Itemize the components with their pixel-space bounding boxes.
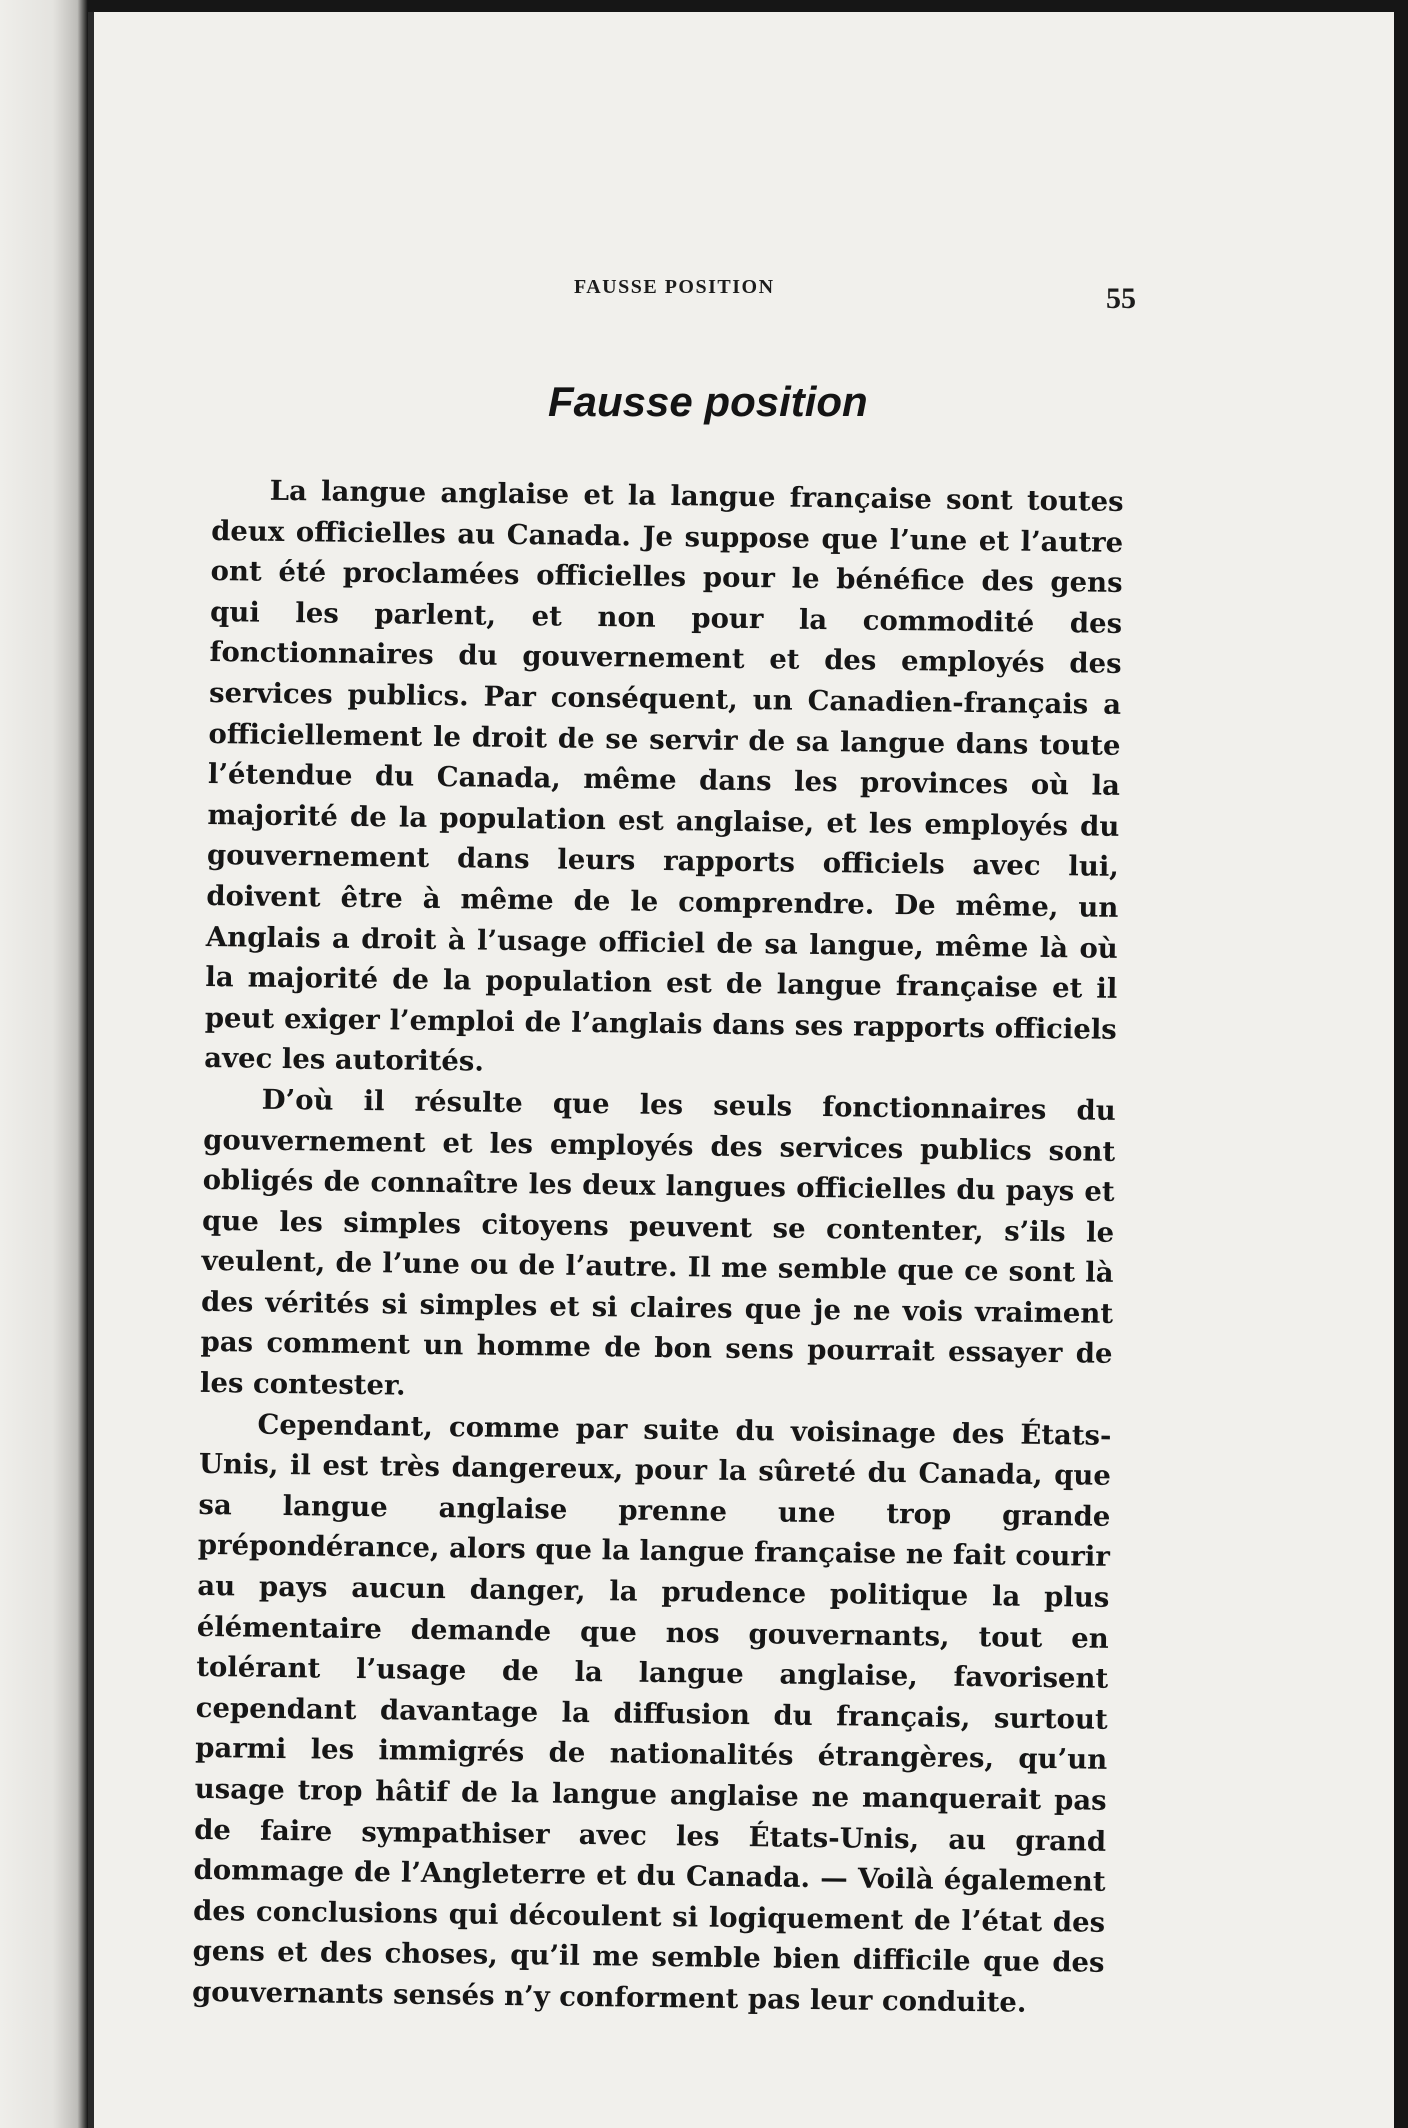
chapter-title: Fausse position bbox=[548, 378, 868, 425]
running-head: FAUSSE POSITION bbox=[574, 276, 775, 298]
book-binding-edge bbox=[0, 0, 88, 2128]
page-number: 55 bbox=[1106, 282, 1136, 315]
paragraph: Cependant, comme par suite du voisinage des États-Unis, il est très dangereux, pour la sûreté du Canada, que sa langue anglaise prenne une trop grande prépondérance, alors que la langue française ne fait courir au pays aucun danger, la prudence politique la plus élémentaire demande que nos gouvernants, tout en tolérant l’usage de la langue anglaise, favorisent cependant davantage la diffusion du français, surtout parmi les immigrés de nationalités étrangères, qu’un usage trop hâtif de la langue anglaise ne manquerait pas de faire sympathiser avec les États-Unis, au grand dommage de l’Angleterre et du Canada. — Voilà également des conclusions qui découlent si logiquement de l’état des gens et des choses, qu’il me semble bien difficile que des gouvernants sensés n’y conforment pas leur conduite. bbox=[191, 1408, 1112, 2019]
paragraph: La langue anglaise et la langue française sont toutes deux officielles au Canada. Je suppose que l’une et l’autre ont été proclamées officielles pour le bénéfice des gens qui les parlent, et non pour la commodité des fonctionnaires du gouvernement et des employés des services publics. Par conséquent, un Canadien-français a officiellement le droit de se servir de sa langue dans toute l’étendue du Canada, même dans les provinces où la majorité de la population est anglaise, et les employés du gouvernement dans leurs rapports officiels avec lui, doivent être à même de le comprendre. De même, un Anglais a droit à l’usage officiel de sa langue, même là où la majorité de la population est de langue française et il peut exiger l’emploi de l’anglais dans ses rapports officiels avec les autorités. bbox=[204, 474, 1124, 1078]
body-text bbox=[192, 470, 1124, 2024]
paragraph: D’où il résulte que les seuls fonctionnaires du gouvernement et les employés des services publics sont obligés de connaître les deux langues officielles du pays et que les simples citoyens peuvent se contenter, s’ils le veulent, de l’une ou de l’autre. Il me semble que ce sont là des vérités si simples et si claires que je ne vois vraiment pas comment un homme de bon sens pourrait essayer de les contester. bbox=[199, 1083, 1116, 1402]
scan-right-border bbox=[1394, 0, 1408, 2128]
